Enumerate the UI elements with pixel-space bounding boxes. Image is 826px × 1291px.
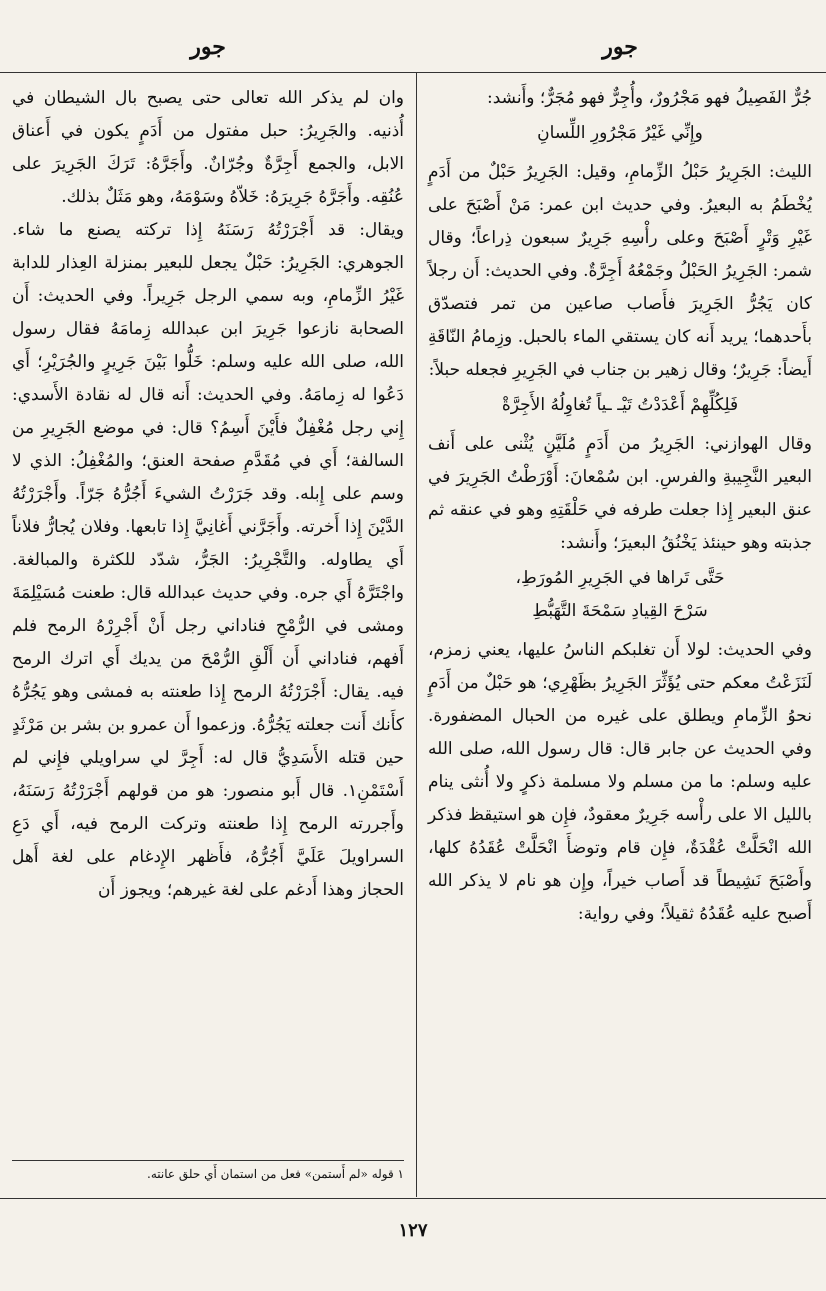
paragraph: جُرٌّ الفَصِيلُ فهو مَجْرُورٌ، وأُجِرٌّ فهو مُجَرٌّ؛ وأَنشد:: [487, 88, 812, 108]
left-header-word: جور: [190, 34, 226, 60]
verse-line: فَلِكُلِّهِمْ أَعْدَدْتُ تَيْـ ـياً تُغاوِلُهُ الأَجِرَّةْ: [501, 395, 739, 415]
footnote-rule: [12, 1160, 404, 1161]
verse-line: سَرْحَ القِيادِ سَمْحَةَ التَّهَبُّطِ: [532, 601, 708, 621]
column-divider: [416, 72, 417, 1197]
verse: [428, 389, 812, 422]
verse-line: وإِنِّي غَيْرُ مَجْرُورِ اللِّسانِ: [537, 123, 703, 143]
page-number: ١٢٧: [398, 1220, 428, 1241]
paragraph: الليث: الجَرِيرُ حَبْلُ الزِّمامِ، وقيل: الجَرِيرُ حَبْلٌ من أَدَمٍ يُخْطَمُ به البعيرُ. وفي حديث ابن عمر: مَنْ أَصْبَحَ على غَيْرِ وَتْرٍ أَصْبَحَ وعلى رأْسِهِ جَرِيرٌ سبعون ذِراعاً؛ وقال شمر: الجَرِيرُ الحَبْلُ وجَمْعُهُ أَجِرَّةٌ. وفي الحديث: أَن رجلاً كان يَجُرُّ الجَرِيرَ فأَصاب صاعين من تمر فتصدّق بأَحدهما؛ يريد أَنه كان يستقي الماء بالحبل. وزِمامُ النّاقَةِ أَيضاً: جَرِيرٌ؛ وقال زهير بن جناب في الجَرِيرِ فجعله حبلاً:: [428, 162, 812, 380]
bottom-rule: [0, 1198, 826, 1199]
paragraph: ويقال: قد أَجْرَرْتُهُ رَسَنَهُ إِذا تركته يصنع ما شاء. الجوهري: الجَرِيرُ: حَبْلٌ يجعل للبعير بمنزلة العِذار للدابة غَيْرُ الزِّمامِ، وبه سمي الرجل جَرِيراً. وفي الحديث: أَن الصحابة نازعوا جَرِيرَ ابن عبدالله زِمامَهُ فقال رسول الله، صلى الله عليه وسلم: خَلُّوا بَيْنَ جَرِيرٍ والجُرَيْرِ؛ أَي دَعُوا له زِمامَهُ. وفي الحديث: أَنه قال له نقادة الأَسدي: إِني رجل مُغْفِلٌ فأَيْنَ أَسِمُ؟ قال: في موضع الجَرِيرِ من السالفة؛ أَي في مُقَدَّمِ صفحة العنق؛ والمُغْفِلُ: الذي لا وسم على إِبله. وقد جَرَرْتُ الشيءَ أَجُرُّهُ جَرّاً. وأَجْرَرْتُهُ الدَّيْنَ إِذا أَخرته. وأَجَرَّني أَغانِيَّ إِذا تابعها. وفلان يُجارُّ فلاناً أَي يطاوله. والتَّجْرِيرُ: الجَرُّ، شدّد للكثرة والمبالغة. واجْتَرَّهُ أَي جره. وفي حديث عبدالله قال: طعنت مُسَيْلِمَةَ ومشى في الرُّمْحِ فناداني رجل أَنْ أَجْرِرْهُ الرمح فلم أَفهم، فناداني أَن أَلْقِ الرُّمْحَ من يديك أَي اترك الرمح فيه. يقال: أَجْرَرْتُهُ الرمح إِذا طعنته به فمشى وهو يَجُرُّهُ كأَنك أَنت جعلته يَجُرُّهُ. وزعموا أَن عمرو بن بشر بن مَرْثَدٍ حين قتله الأَسَدِيُّ قال له: أَجِرَّ لي سراويلي فإِني لم أَسْتَمْنِ١. قال أَبو منصور: هو من قولهم أَجْرَرْتُهُ رَسَنَهُ، وأَجررته الرمح إِذا طعنته وتركت الرمح فيه، أَي دَعِ السراويلَ عَلَيَّ أَجُرُّهُ، فأَظهر الإِدغام على لغة أَهل الحجاز وهذا أَدغم على لغة غيرهم؛ ويجوز أَن: [12, 220, 404, 900]
footnote: ١ قوله «لم أَستمن» فعل من استمان أَي حلق عانته.: [147, 1167, 404, 1181]
right-header-word: جور: [602, 34, 638, 60]
paragraph: وفي الحديث: لولا أَن تغلبكم الناسُ عليها، يعني زمزم، لَنَزَعْتُ معكم حتى يُؤَثِّرَ الجَرِيرُ بظَهْرِي؛ هو حَبْلٌ من أَدَمٍ نحوُ الزِّمامِ ويطلق على غيره من الحبال المضفورة. وفي الحديث عن جابر قال: قال رسول الله، صلى الله عليه وسلم: ما من مسلم ولا مسلمة ذكرٍ ولا أُنثى ينام بالليل الا على رأْسه جَرِيرٌ معقودٌ، فإِن هو استيقظ فذكر الله انْحَلَّتْ عُقْدَةٌ، فإِن قام وتوضأَ انْحَلَّتْ عُقَدُهُ كلها، وأَصْبَحَ نَشِيطاً قد أَصاب خيراً، وإِن هو نام لا يذكر الله أَصبح عليه عُقَدُهُ ثقيلاً؛ وفي رواية:: [428, 640, 812, 924]
top-rule: [0, 72, 826, 73]
paragraph: وقال الهوازني: الجَرِيرُ من أَدَمٍ مُلَيَّنٍ يُثْنى على أَنف البعير النَّجِيبةِ والفرسِ. ابن سُمْعانَ: أَوْرَطْتُ الجَرِيرَ في عنق البعير إِذا جعلت طرفه في حَلْقَتِهِ وهو في عنقه ثم جذبته وهو حينئذ يَخْنُقُ البعيرَ؛ وأَنشد:: [428, 434, 812, 553]
verse: [428, 562, 812, 628]
verse: [428, 117, 812, 150]
paragraph: وان لم يذكر الله تعالى حتى يصبح بال الشيطان في أُذنيه. والجَرِيرُ: حبل مفتول من أَدَمٍ يكون في أَعناق الابل، والجمع أَجِرَّةٌ وجُرّانٌ. وأَجَرَّهُ: تَرَكَ الجَرِيرَ على عُنُقِه. وأَجَرَّهُ جَرِيرَهُ: خَلاّهُ وسَوْمَهُ، وهو مَثَلٌ بذلك.: [12, 88, 404, 207]
right-column: [428, 82, 812, 931]
left-column: [12, 82, 404, 907]
verse-line: حَتَّى تَراها في الجَرِيرِ المُورَطِ،: [515, 568, 725, 588]
